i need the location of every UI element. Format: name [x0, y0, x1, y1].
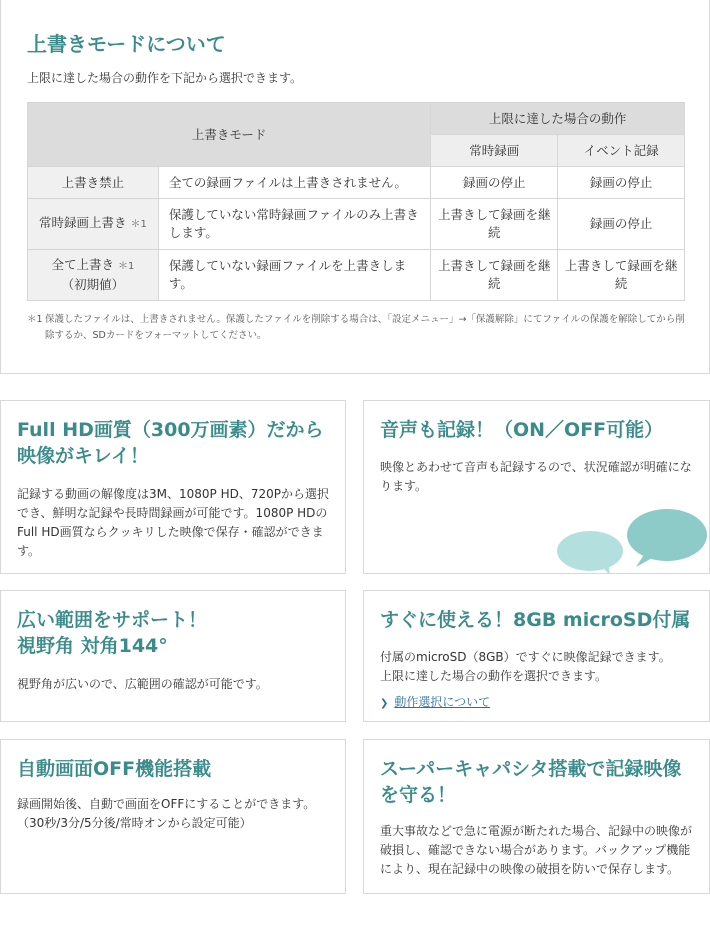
operation-select-link[interactable]: 動作選択について [394, 695, 491, 709]
overwrite-footnote [27, 312, 687, 344]
feature-title [17, 607, 335, 659]
table-row [28, 199, 685, 250]
feature-title: すぐに使える！8GB microSD付属 [380, 609, 691, 631]
row-event-action: 録画の停止 [558, 167, 685, 199]
row-continuous-action: 録画の停止 [431, 167, 558, 199]
table-row [28, 167, 685, 199]
feature-title-line1: 広い範囲をサポート！ [17, 609, 208, 631]
feature-text-line2: （30秒/3分/5分後/常時オンから設定可能） [17, 816, 252, 830]
feature-title: スーパーキャパシタ搭載で記録映像を守る！ [380, 758, 682, 806]
feature-title: Full HD画質（300万画素）だから映像がキレイ！ [17, 419, 324, 467]
feature-card-audio [363, 400, 710, 574]
feature-title: 音声も記録！（ON／OFF可能） [380, 419, 664, 441]
header-overwrite-mode: 上書きモード [28, 103, 431, 167]
operation-select-link-row [380, 691, 490, 710]
header-continuous: 常時録画 [431, 135, 558, 167]
overwrite-mode-section [0, 0, 710, 374]
feature-text: 記録する動画の解像度は3M、1080P HD、720Pから選択でき、鮮明な記録や長時間録画が可能です。1080P HDのFull HD画質ならクッキリした映像で保存・確認ができます。 [17, 487, 329, 558]
row-mode: 常時録画上書き ＊1 [28, 199, 159, 250]
overwrite-mode-title: 上書きモードについて [27, 32, 226, 56]
row-event-action: 録画の停止 [558, 199, 685, 250]
row-description: 全ての録画ファイルは上書きされません。 [158, 167, 431, 199]
feature-text: 重大事故などで急に電源が断たれた場合、記録中の映像が破損し、確認できない場合があります。バックアップ機能により、現在記録中の映像の破損を防いで保存します。 [380, 824, 693, 876]
feature-text: 映像とあわせて音声も記録するので、状況確認が明確になります。 [380, 460, 692, 493]
feature-text: 視野角が広いので、広範囲の確認が可能です。 [17, 677, 268, 691]
overwrite-mode-table [27, 102, 685, 301]
footnote-marker: ＊1 [117, 261, 135, 272]
default-label: （初期値） [61, 277, 125, 292]
feature-title-line2: 視野角 対角144° [17, 635, 168, 657]
overwrite-mode-intro: 上限に達した場合の動作を下記から選択できます。 [27, 71, 303, 85]
chevron-right-icon: ❯ [380, 698, 389, 709]
row-continuous-action: 上書きして録画を継続 [431, 250, 558, 301]
feature-title: 自動画面OFF機能搭載 [17, 758, 212, 780]
speech-bubbles-icon [550, 505, 710, 574]
header-event: イベント記録 [558, 135, 685, 167]
footnote-marker: ＊1 [130, 219, 147, 230]
row-event-action: 上書きして録画を継続 [558, 250, 685, 301]
footnote-text: 保護したファイルは、上書きされません。保護したファイルを削除する場合は、「設定メニュー」→「保護解除」にてファイルの保護を解除してから削除するか、SDカードをフォーマットしてください。 [45, 314, 685, 341]
feature-text-line2: 上限に達した場合の動作を選択できます。 [380, 669, 608, 683]
row-mode: 上書き禁止 [28, 167, 159, 199]
feature-card-viewing-angle [0, 590, 346, 722]
feature-text [380, 648, 700, 686]
feature-card-auto-screen-off [0, 739, 346, 894]
feature-text [17, 795, 339, 833]
feature-card-super-capacitor [363, 739, 710, 894]
feature-text-line1: 付属のmicroSD（8GB）ですぐに映像記録できます。 [380, 650, 671, 664]
feature-card-microsd [363, 590, 710, 722]
table-row [28, 250, 685, 301]
row-description: 保護していない常時録画ファイルのみ上書きします。 [158, 199, 431, 250]
feature-text-line1: 録画開始後、自動で画面をOFFにすることができます。 [17, 797, 316, 811]
row-description: 保護していない録画ファイルを上書きします。 [158, 250, 431, 301]
row-continuous-action: 上書きして録画を継続 [431, 199, 558, 250]
header-limit-action: 上限に達した場合の動作 [431, 103, 685, 135]
row-mode: 全て上書き ＊1 （初期値） [28, 250, 159, 301]
feature-card-fullhd [0, 400, 346, 574]
footnote-mark: ＊1 [27, 314, 43, 325]
